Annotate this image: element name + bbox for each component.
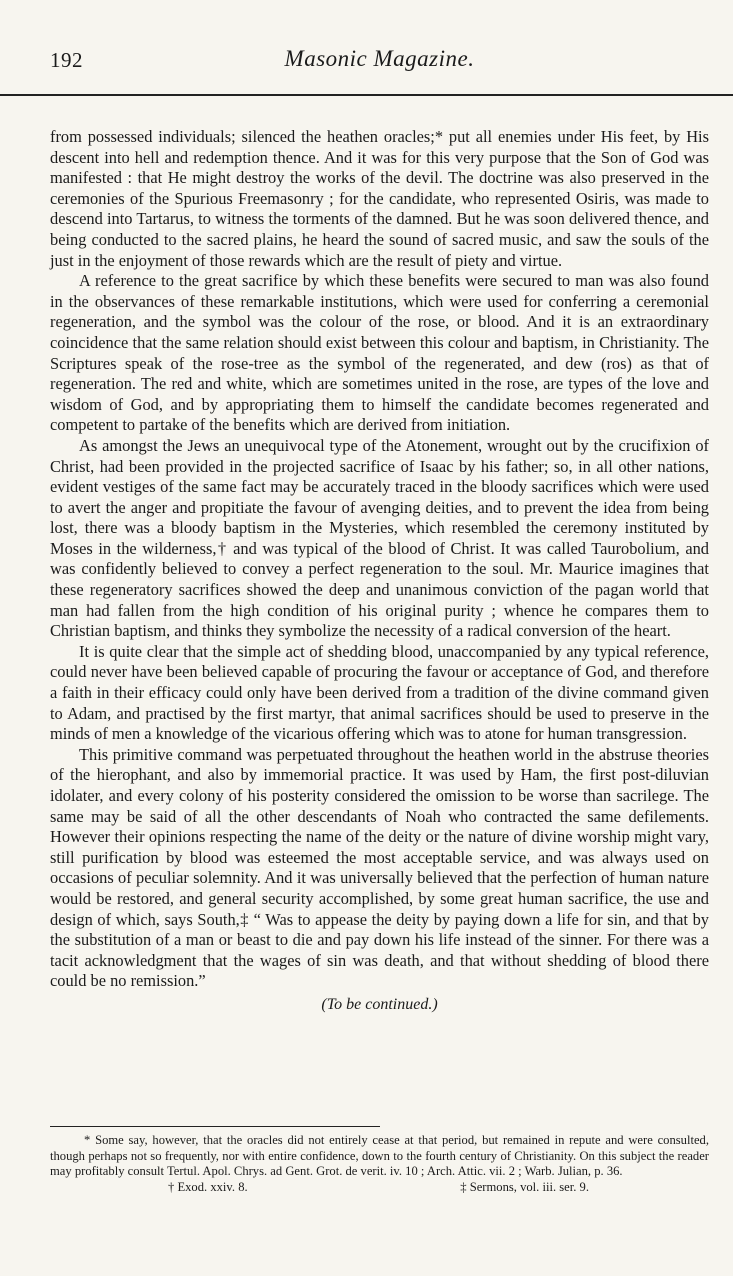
- footnote-dagger: † Exod. xxiv. 8.: [168, 1179, 248, 1194]
- paragraph: It is quite clear that the simple act of shedding blood, unaccompanied by any typical reference, could never have been believed capable of procuring the favour or acceptance of God, and therefore a faith in their efficacy could only have been derived from a tradition of the divine command given to Adam, and practised by the first martyr, that animal sacrifices should be used to preserve in the minds of men a knowledge of the vicarious offering which was to atone for human transgression.: [50, 641, 709, 744]
- header-rule: [0, 94, 733, 96]
- footnote-refs: [50, 1180, 709, 1196]
- paragraph: from possessed individuals; silenced the heathen oracles;* put all enemies under His feet, by His descent into hell and redemption thence. And it was for this very purpose that the Son of God was manifested : that He might destroy the works of the devil. The doctrine was also preserved in the ceremonies of the Spurious Freemasonry ; for the candidate, who represented Osiris, was made to descend into Tartarus, to witness the torments of the damned. But he was soon delivered thence, and being conducted to the sacred plains, he heard the sound of sacred music, and saw the souls of the just in the enjoyment of those rewards which are the result of piety and virtue.: [50, 127, 709, 270]
- page-header: [50, 0, 709, 82]
- footnote-double-dagger: ‡ Sermons, vol. iii. ser. 9.: [460, 1179, 589, 1194]
- footnotes: [50, 1133, 709, 1195]
- article-body: [50, 127, 709, 1016]
- page-number: 192: [50, 48, 83, 72]
- paragraph: As amongst the Jews an unequivocal type of the Atonement, wrought out by the crucifixion of Christ, had been provided in the projected sacrifice of Isaac by his father; so, in all other nations, evident vestiges of the same fact may be accurately traced in the bloody sacrifices which were used to avert the anger and propitiate the favour of avenging deities, and to prevent the idea from being lost, there was a bloody baptism in the Mysteries, which resembled the ceremony instituted by Moses in the wilderness,† and was typical of the blood of Christ. It was called Taurobolium, and was confidently believed to convey a perfect regeneration to the soul. Mr. Maurice imagines that these regeneratory sacrifices showed the deep and unanimous conviction of the pagan world that man had fallen from the high condition of his original purity ; whence he compares them to Christian baptism, and thinks they symbolize the necessity of a radical conversion of the heart.: [50, 435, 709, 641]
- paragraph: A reference to the great sacrifice by which these benefits were secured to man was also found in the observances of these remarkable institutions, which were used for conferring a ceremonial regeneration, and the symbol was the colour of the rose, or blood. And it is an extraordinary coincidence that the same relation should exist between this colour and baptism, in Christianity. The Scriptures speak of the rose-tree as the symbol of the regenerated, and dew (ros) as that of regeneration. The red and white, which are sometimes united in the rose, are types of the love and wisdom of God, and by appropriating them to himself the candidate becomes regenerated and competent to partake of the benefits which are derived from initiation.: [50, 271, 709, 435]
- running-title: Masonic Magazine.: [284, 46, 475, 71]
- paragraph: This primitive command was perpetuated throughout the heathen world in the abstruse theories of the hierophant, and also by immemorial practice. It was used by Ham, the first post-diluvian idolater, and every colony of his posterity considered the omission to be worse than sacrilege. The same may be said of all the other descendants of Noah who contracted the same defilements. However their opinions respecting the name of the deity or the nature of divine worship might vary, still purification by blood was esteemed the most acceptable service, and was always used on occasions of peculiar solemnity. And it was universally believed that the perfection of human nature would be restored, and general security accomplished, by some great human sacrifice, the use and design of which, says South,‡ “ Was to appease the deity by paying down a life for sin, and that by the substitution of a man or beast to die and pay down his life instead of the sinner. For there was a tacit acknowledgment that the wages of sin was death, and that without shedding of blood there could be no remission.”: [50, 744, 709, 991]
- continued-note: (To be continued.): [321, 995, 438, 1013]
- footnote-star: * Some say, however, that the oracles did not entirely cease at that period, but remained in repute and were consulted, though perhaps not so frequently, nor with entire confidence, down to the fourth century of Christianity. On this subject the reader may profitably consult Tertul. Apol. Chrys. ad Gent. Grot. de verit. iv. 10 ; Arch. Attic. vii. 2 ; Warb. Julian, p. 36.: [50, 1133, 709, 1179]
- footnote-rule: [50, 1126, 380, 1127]
